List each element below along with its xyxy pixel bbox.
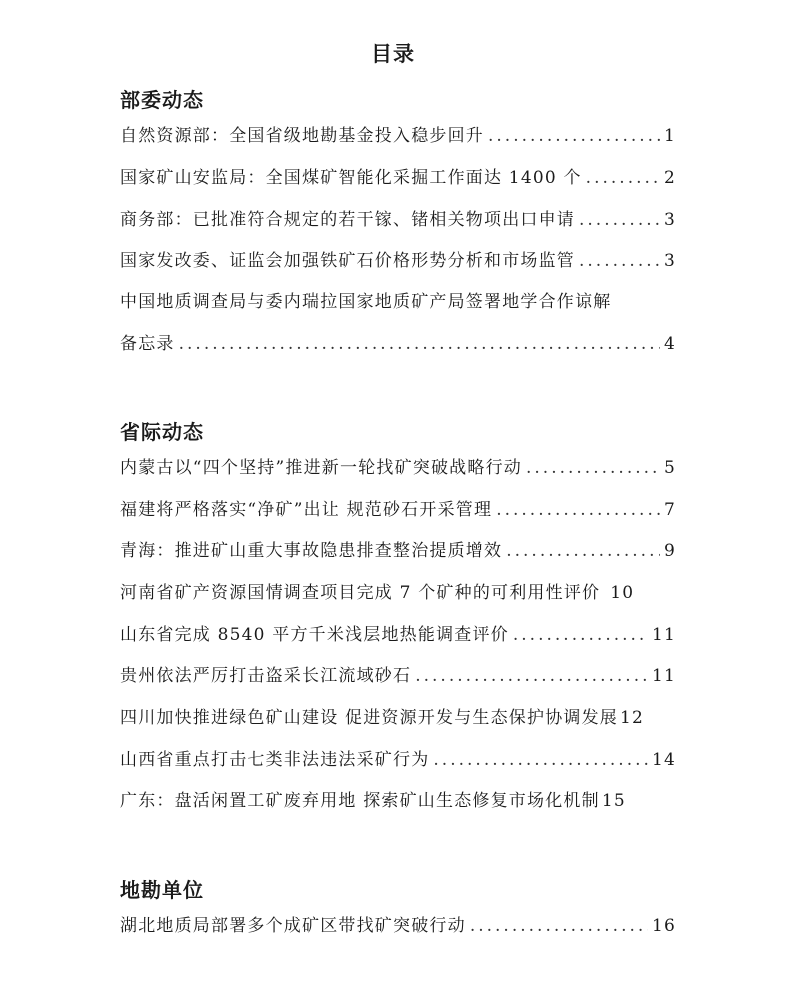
toc-leader-dots <box>513 620 648 650</box>
toc-entry-title: 国家发改委、证监会加强铁矿石价格形势分析和市场监管 <box>120 251 575 271</box>
toc-entry-page: 16 <box>651 916 676 936</box>
toc-entry-title: 国家矿山安监局：全国煤矿智能化采掘工作面达 1400 个 <box>120 168 582 188</box>
toc-entry-title: 内蒙古以“四个坚持”推进新一轮找矿突破战略行动 <box>120 458 522 478</box>
toc-entry-page: 5 <box>663 458 676 478</box>
toc-entry-wrapped[interactable] <box>120 287 676 359</box>
toc-leader-dots <box>579 205 660 235</box>
toc-entry-title: 四川加快推进绿色矿山建设 促进资源开发与生态保护协调发展 <box>120 708 619 728</box>
toc-entry-page: 3 <box>663 210 676 230</box>
toc-entry[interactable] <box>120 620 676 650</box>
toc-leader-dots <box>506 536 660 566</box>
toc-entry-page: 2 <box>663 168 676 188</box>
toc-entry-page: 10 <box>610 583 635 603</box>
toc-entry-title: 自然资源部：全国省级地勘基金投入稳步回升 <box>120 126 484 146</box>
toc-entry-title: 湖北地质局部署多个成矿区带找矿突破行动 <box>120 916 466 936</box>
toc-entry[interactable] <box>120 246 676 276</box>
toc-entry[interactable] <box>120 745 676 775</box>
toc-entry-page: 9 <box>663 541 676 561</box>
toc-entry-title: 青海：推进矿山重大事故隐患排查整治提质增效 <box>120 541 503 561</box>
toc-leader-dots <box>579 246 660 276</box>
section-heading-survey-units: 地勘单位 <box>120 878 204 902</box>
toc-entry[interactable] <box>120 786 680 816</box>
toc-entry[interactable] <box>120 536 676 566</box>
toc-entry[interactable] <box>120 163 676 193</box>
toc-entry-page: 11 <box>651 625 676 645</box>
toc-entry[interactable] <box>120 121 676 151</box>
toc-leader-dots <box>526 453 660 483</box>
toc-entry[interactable] <box>120 911 676 941</box>
toc-entry-page: 15 <box>601 791 626 811</box>
toc-leader-dots <box>470 911 648 941</box>
toc-entry-title: 河南省矿产资源国情调查项目完成 7 个矿种的可利用性评价 <box>120 583 601 603</box>
toc-leader-dots <box>496 495 660 525</box>
toc-entry-title: 福建将严格落实“净矿”出让 规范砂石开采管理 <box>120 500 493 520</box>
toc-entry-page: 11 <box>651 666 676 686</box>
toc-entry-page: 3 <box>663 251 676 271</box>
toc-leader-dots <box>488 121 660 151</box>
section-heading-provinces: 省际动态 <box>120 420 204 444</box>
toc-entry[interactable] <box>120 578 676 608</box>
toc-leader-dots <box>586 163 660 193</box>
toc-entry-title: 山西省重点打击七类非法违法采矿行为 <box>120 750 430 770</box>
toc-entry[interactable] <box>120 205 676 235</box>
toc-entry-page: 1 <box>663 126 676 146</box>
toc-entry-page: 12 <box>620 708 645 728</box>
toc-leader-dots <box>415 661 648 691</box>
toc-entry-title: 山东省完成 8540 平方千米浅层地热能调查评价 <box>120 625 509 645</box>
toc-entry[interactable] <box>120 453 676 483</box>
section-heading-ministries: 部委动态 <box>120 88 204 112</box>
toc-entry-title: 广东：盘活闲置工矿废弃用地 探索矿山生态修复市场化机制 <box>120 791 600 811</box>
toc-entry-title-line2: 备忘录 <box>120 334 175 354</box>
toc-leader-dots <box>179 329 660 359</box>
toc-entry-title: 贵州依法严厉打击盗采长江流域砂石 <box>120 666 412 686</box>
toc-entry[interactable] <box>120 703 690 733</box>
toc-entry-line2 <box>120 329 676 359</box>
toc-entry-title-line1: 中国地质调查局与委内瑞拉国家地质矿产局签署地学合作谅解 <box>120 292 612 312</box>
toc-entry[interactable] <box>120 661 676 691</box>
toc-entry-title: 商务部：已批准符合规定的若干镓、锗相关物项出口申请 <box>120 210 575 230</box>
toc-entry-page: 7 <box>663 500 676 520</box>
toc-entry-page: 14 <box>651 750 676 770</box>
toc-entry[interactable] <box>120 495 676 525</box>
toc-leader-dots <box>433 745 648 775</box>
toc-entry-page: 4 <box>663 334 676 354</box>
page-title: 目录 <box>371 42 415 66</box>
